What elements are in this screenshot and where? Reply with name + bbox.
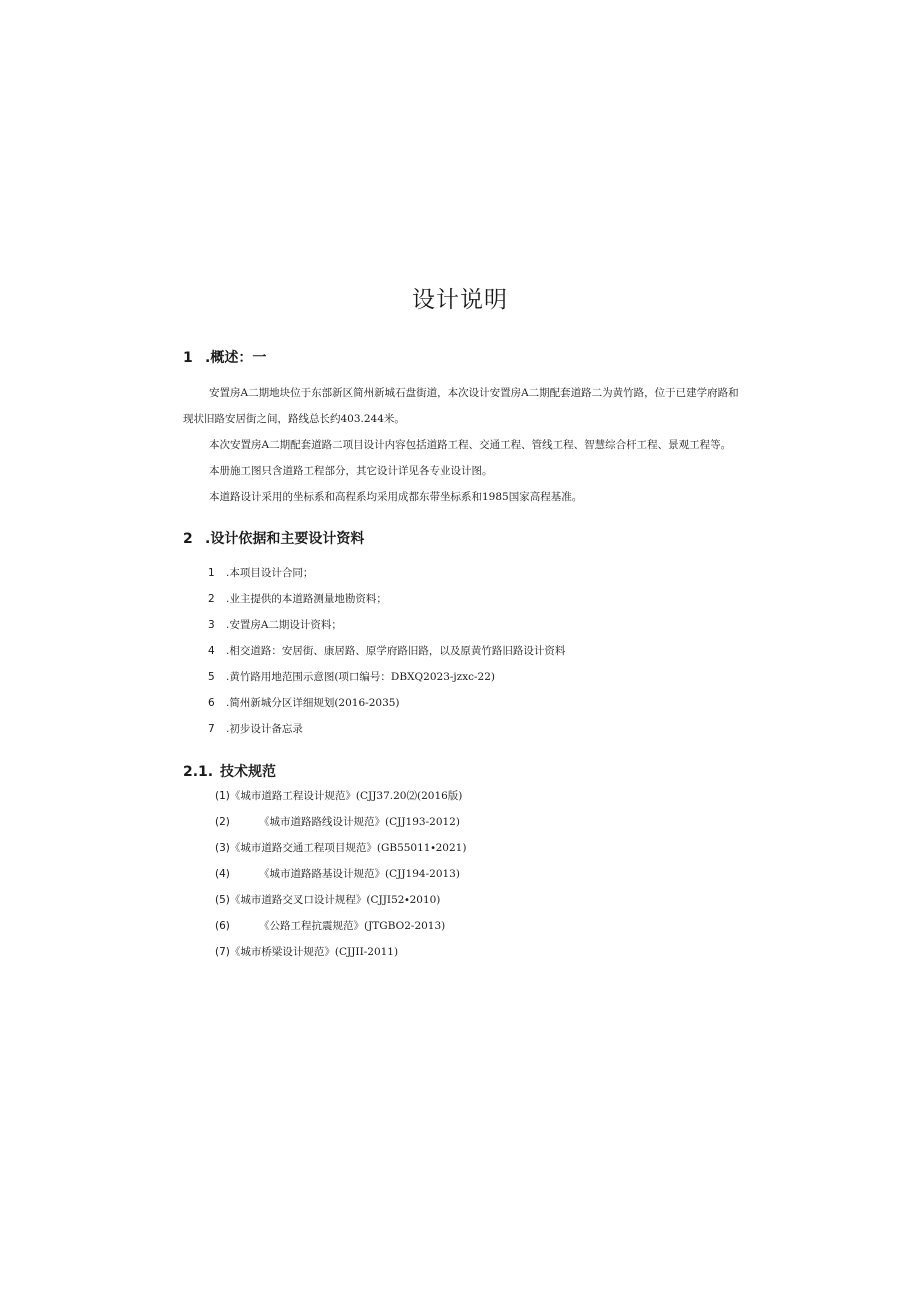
- list-item-text: .本项目设计合同；: [226, 567, 314, 579]
- standard-item: [215, 892, 440, 908]
- section-1-paragraph-3: 本册施工图只含道路工程部分，其它设计详见各专业设计图。: [209, 465, 493, 477]
- section-2-1-heading: [183, 761, 276, 781]
- section-2-1-number: 2.1.: [183, 764, 214, 780]
- list-item-number: 3: [208, 619, 215, 631]
- standard-item: [215, 866, 460, 882]
- standard-item-number: (2): [215, 816, 230, 828]
- standard-item: [215, 814, 460, 830]
- page-title: 设计说明: [412, 287, 508, 313]
- list-item-text: .相交道路：安居街、康居路、原学府路旧路，以及原黄竹路旧路设计资料: [226, 645, 566, 657]
- standard-item-number: (1): [215, 790, 230, 802]
- standard-item-text: 《城市道路工程设计规范》(CJJ37.20⑵(2016版): [229, 790, 463, 802]
- list-item-number: 1: [208, 567, 215, 579]
- section-1-number: 1: [183, 350, 193, 366]
- standard-item-text: 《城市道路路线设计规范》(CJJ193-2012): [259, 816, 460, 828]
- standard-item-text: 《公路工程抗震规范》(JTGBO2-2013): [259, 920, 446, 932]
- section-1-paragraph-1: 安置房A二期地块位于东部新区简州新城石盘街道，本次设计安置房A二期配套道路二为黄竹路，位于已建学府路和现状旧路安居街之间，路线总长约403.244米。: [183, 387, 739, 425]
- list-item-text: .黄竹路用地范围示意图(项口编号：DBXQ2023-jzxc-22): [226, 671, 496, 683]
- standard-item-text: 《城市道路交叉口设计规程》(CJJI52∙2010): [229, 894, 441, 906]
- list-item: [208, 617, 342, 633]
- standard-item: [215, 840, 466, 856]
- list-item: [208, 643, 565, 659]
- list-item: [208, 721, 303, 737]
- section-2-title: .设计依据和主要设计资料: [205, 531, 365, 547]
- standard-item-number: (5): [215, 894, 230, 906]
- list-item: [208, 565, 313, 581]
- standard-item-number: (6): [215, 920, 230, 932]
- list-item-number: 2: [208, 593, 215, 605]
- standard-item-number: (4): [215, 868, 230, 880]
- section-1-heading: [183, 347, 266, 367]
- section-1-paragraph-2: 本次安置房A二期配套道路二项目设计内容包括道路工程、交通工程、管线工程、智慧综合杆工程、景观工程等。: [209, 439, 732, 451]
- standard-item: [215, 788, 462, 804]
- section-2-1-title: 技术规范: [220, 764, 276, 780]
- standard-item-text: 《城市桥梁设计规范》(CJJII-2011): [229, 946, 399, 958]
- list-item-text: .简州新城分区详细规划(2016-2035): [226, 697, 400, 709]
- list-item-text: .业主提供的本道路测量地勘资料；: [226, 593, 387, 605]
- list-item-text: .初步设计备忘录: [226, 723, 303, 735]
- section-2-number: 2: [183, 531, 193, 547]
- list-item: [208, 669, 495, 685]
- list-item-text: .安置房A二期设计资料；: [226, 619, 342, 631]
- section-1-title: .概述：一: [205, 350, 267, 366]
- standard-item: [215, 944, 398, 960]
- section-1-paragraph-4: 本道路设计采用的坐标系和高程系均采用成都东带坐标系和1985国家高程基准。: [209, 491, 583, 503]
- standard-item-text: 《城市道路交通工程项目规范》(GB55011∙2021): [229, 842, 467, 854]
- standard-item-text: 《城市道路路基设计规范》(CJJ194-2013): [259, 868, 460, 880]
- list-item: [208, 695, 400, 711]
- standard-item-number: (3): [215, 842, 230, 854]
- standard-item-number: (7): [215, 946, 230, 958]
- list-item-number: 5: [208, 671, 215, 683]
- list-item: [208, 591, 387, 607]
- list-item-number: 4: [208, 645, 215, 657]
- section-2-heading: [183, 528, 364, 548]
- list-item-number: 7: [208, 723, 215, 735]
- list-item-number: 6: [208, 697, 215, 709]
- standard-item: [215, 918, 445, 934]
